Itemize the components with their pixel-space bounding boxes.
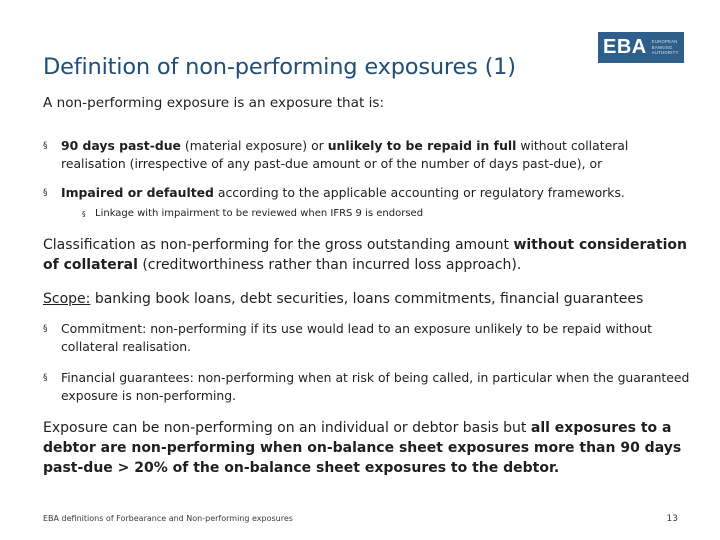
bold-text: Impaired or defaulted [61, 185, 214, 200]
bullet-marker: § [43, 373, 48, 383]
scope-label: Scope: [43, 291, 91, 307]
plain-text: without collateral realisation (irrespective of any past-due amount or of the number of days past-due), or [61, 138, 629, 171]
sub-list-item [82, 207, 680, 221]
bullet-text [61, 137, 694, 173]
logo-sub-line: AUTHORITY [651, 50, 679, 56]
page-title: Definition of non-performing exposures (1) [43, 54, 516, 80]
bullet-marker: § [82, 210, 86, 218]
plain-text: (creditworthiness rather than incurred loss approach). [137, 257, 522, 273]
bold-text: without consideration of collateral [43, 237, 687, 273]
logo-sub-line: BANKING [651, 44, 673, 50]
plain-text: Classification as non-performing for the gross outstanding amount [43, 237, 514, 253]
bullet-text: Commitment: non-performing if its use would lead to an exposure unlikely to be repaid without collateral realisation. [61, 321, 652, 354]
list-item [43, 369, 694, 405]
scope-paragraph [43, 289, 694, 309]
bullet-marker: § [43, 188, 48, 198]
plain-text: Exposure can be non-performing on an individual or debtor basis but [43, 420, 531, 436]
bold-text: unlikely to be repaid in full [327, 138, 517, 153]
logo-sub-line: EUROPEAN [651, 39, 678, 45]
logo-text: EBA [603, 36, 647, 58]
list-item [43, 320, 694, 356]
bullet-marker: § [43, 141, 48, 151]
eba-logo [598, 32, 684, 63]
bullet-marker: § [43, 324, 48, 334]
final-paragraph [43, 418, 694, 478]
footer-text: EBA definitions of Forbearance and Non-performing exposures [43, 514, 293, 523]
bold-text: all exposures to a debtor are non-performing when on-balance sheet exposures more than 90 days past-due > 20% of the on-balance sheet exposures to the debtor. [43, 420, 682, 476]
bullet-text [61, 184, 694, 202]
logo-subtext [652, 39, 679, 56]
bullet-text: Financial guarantees: non-performing when at risk of being called, in particular when the guaranteed exposure is non-performing. [61, 370, 690, 403]
classification-paragraph [43, 235, 694, 275]
list-item [43, 137, 694, 173]
plain-text: according to the applicable accounting or regulatory frameworks. [213, 185, 625, 200]
page-number: 13 [666, 514, 678, 524]
plain-text: banking book loans, debt securities, loans commitments, financial guarantees [90, 291, 644, 307]
intro-text: A non-performing exposure is an exposure that is: [43, 95, 385, 111]
bold-text: 90 days past-due [61, 138, 181, 153]
sub-bullet-text: Linkage with impairment to be reviewed when IFRS 9 is endorsed [95, 208, 424, 219]
list-item [43, 184, 694, 202]
plain-text: (material exposure) or [180, 138, 328, 153]
